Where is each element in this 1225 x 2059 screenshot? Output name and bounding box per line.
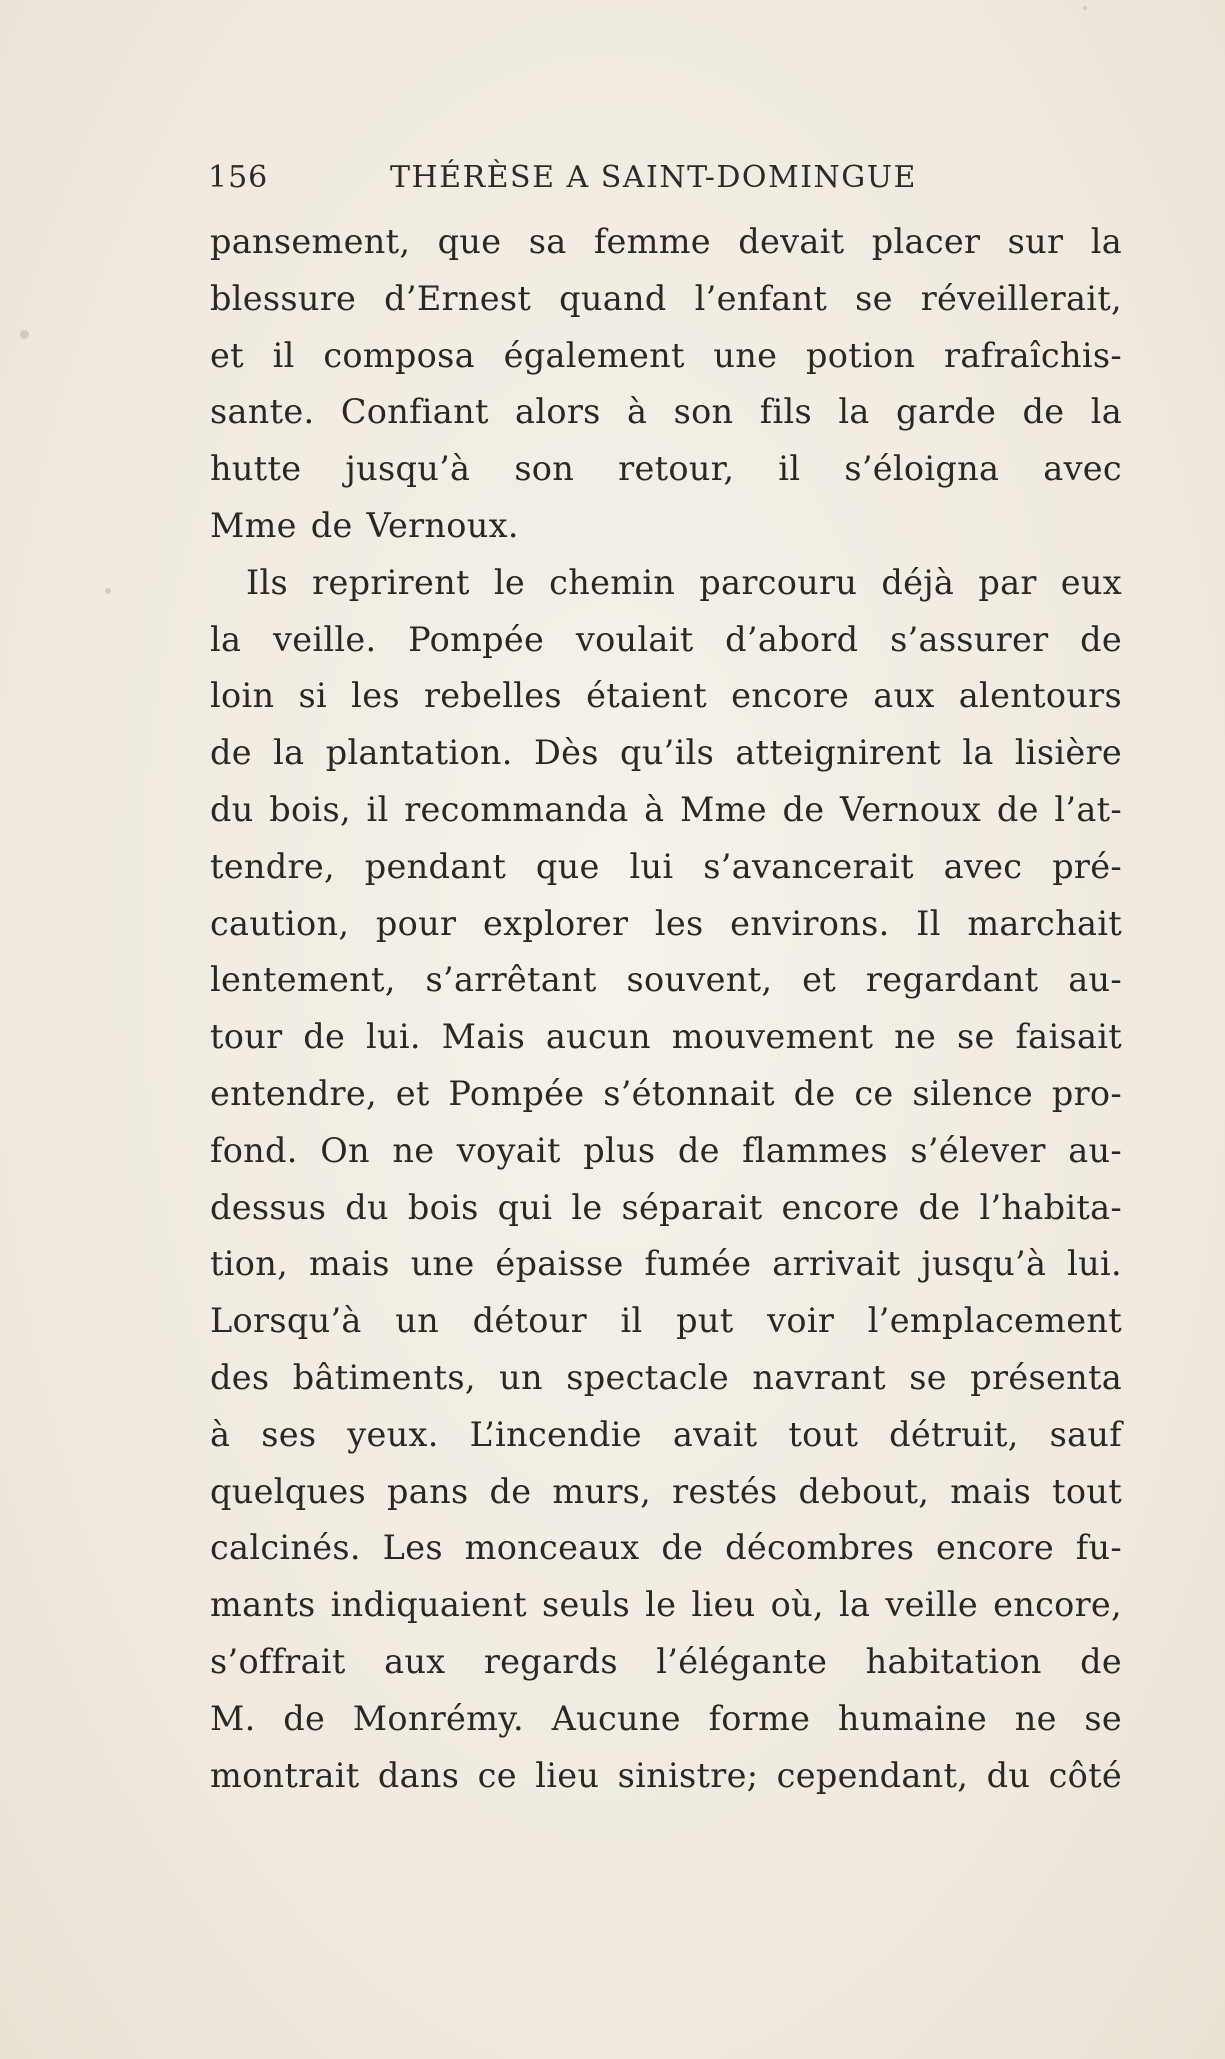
- paper-speck: [105, 588, 111, 594]
- running-head: THÉRÈSE A SAINT-DOMINGUE: [390, 160, 917, 195]
- text-line: M. de Monrémy. Aucune forme humaine ne se: [210, 1698, 1122, 1738]
- text-line: fond. On ne voyait plus de flammes s’élever au-: [210, 1130, 1122, 1170]
- text-line: à ses yeux. L’incendie avait tout détruit, sauf: [210, 1414, 1122, 1454]
- text-line: loin si les rebelles étaient encore aux alentours: [210, 676, 1122, 716]
- text-line: de la plantation. Dès qu’ils atteignirent la lisière: [210, 733, 1122, 773]
- text-line: s’offrait aux regards l’élégante habitation de: [210, 1641, 1122, 1681]
- text-line: sante. Confiant alors à son fils la garde de la: [210, 392, 1122, 432]
- text-line: la veille. Pompée voulait d’abord s’assurer de: [210, 619, 1122, 659]
- page-number: 156: [208, 160, 269, 195]
- text-line: caution, pour explorer les environs. Il marchait: [210, 903, 1122, 943]
- text-line: quelques pans de murs, restés debout, mais tout: [210, 1471, 1122, 1511]
- text-line: lentement, s’arrêtant souvent, et regardant au-: [210, 960, 1122, 1000]
- page-header: [208, 160, 998, 200]
- text-line: dessus du bois qui le séparait encore de l’habita-: [210, 1187, 1122, 1227]
- text-line: du bois, il recommanda à Mme de Vernoux de l’at-: [210, 789, 1122, 829]
- text-line: Ils reprirent le chemin parcouru déjà par eux: [246, 562, 1122, 602]
- text-line: des bâtiments, un spectacle navrant se présenta: [210, 1357, 1122, 1397]
- text-line: tendre, pendant que lui s’avancerait avec pré-: [210, 846, 1122, 886]
- text-line: calcinés. Les monceaux de décombres encore fu-: [210, 1528, 1122, 1568]
- text-line: blessure d’Ernest quand l’enfant se réveillerait,: [210, 278, 1122, 318]
- text-line: mants indiquaient seuls le lieu où, la veille encore,: [210, 1585, 1122, 1625]
- text-line: Lorsqu’à un détour il put voir l’emplacement: [210, 1301, 1122, 1341]
- paper-speck: [20, 330, 29, 339]
- text-line: et il composa également une potion rafraîchis-: [210, 335, 1122, 375]
- body-text: [210, 214, 1122, 1804]
- text-line: montrait dans ce lieu sinistre; cependant, du côté: [210, 1755, 1122, 1795]
- paper-speck: [1083, 6, 1087, 10]
- text-line: Mme de Vernoux.: [210, 505, 519, 545]
- text-line: tour de lui. Mais aucun mouvement ne se faisait: [210, 1017, 1122, 1057]
- text-line: entendre, et Pompée s’étonnait de ce silence pro-: [210, 1073, 1122, 1113]
- text-line: pansement, que sa femme devait placer sur la: [210, 222, 1122, 261]
- text-line: tion, mais une épaisse fumée arrivait jusqu’à lui.: [210, 1244, 1122, 1284]
- text-line: hutte jusqu’à son retour, il s’éloigna avec: [210, 449, 1122, 489]
